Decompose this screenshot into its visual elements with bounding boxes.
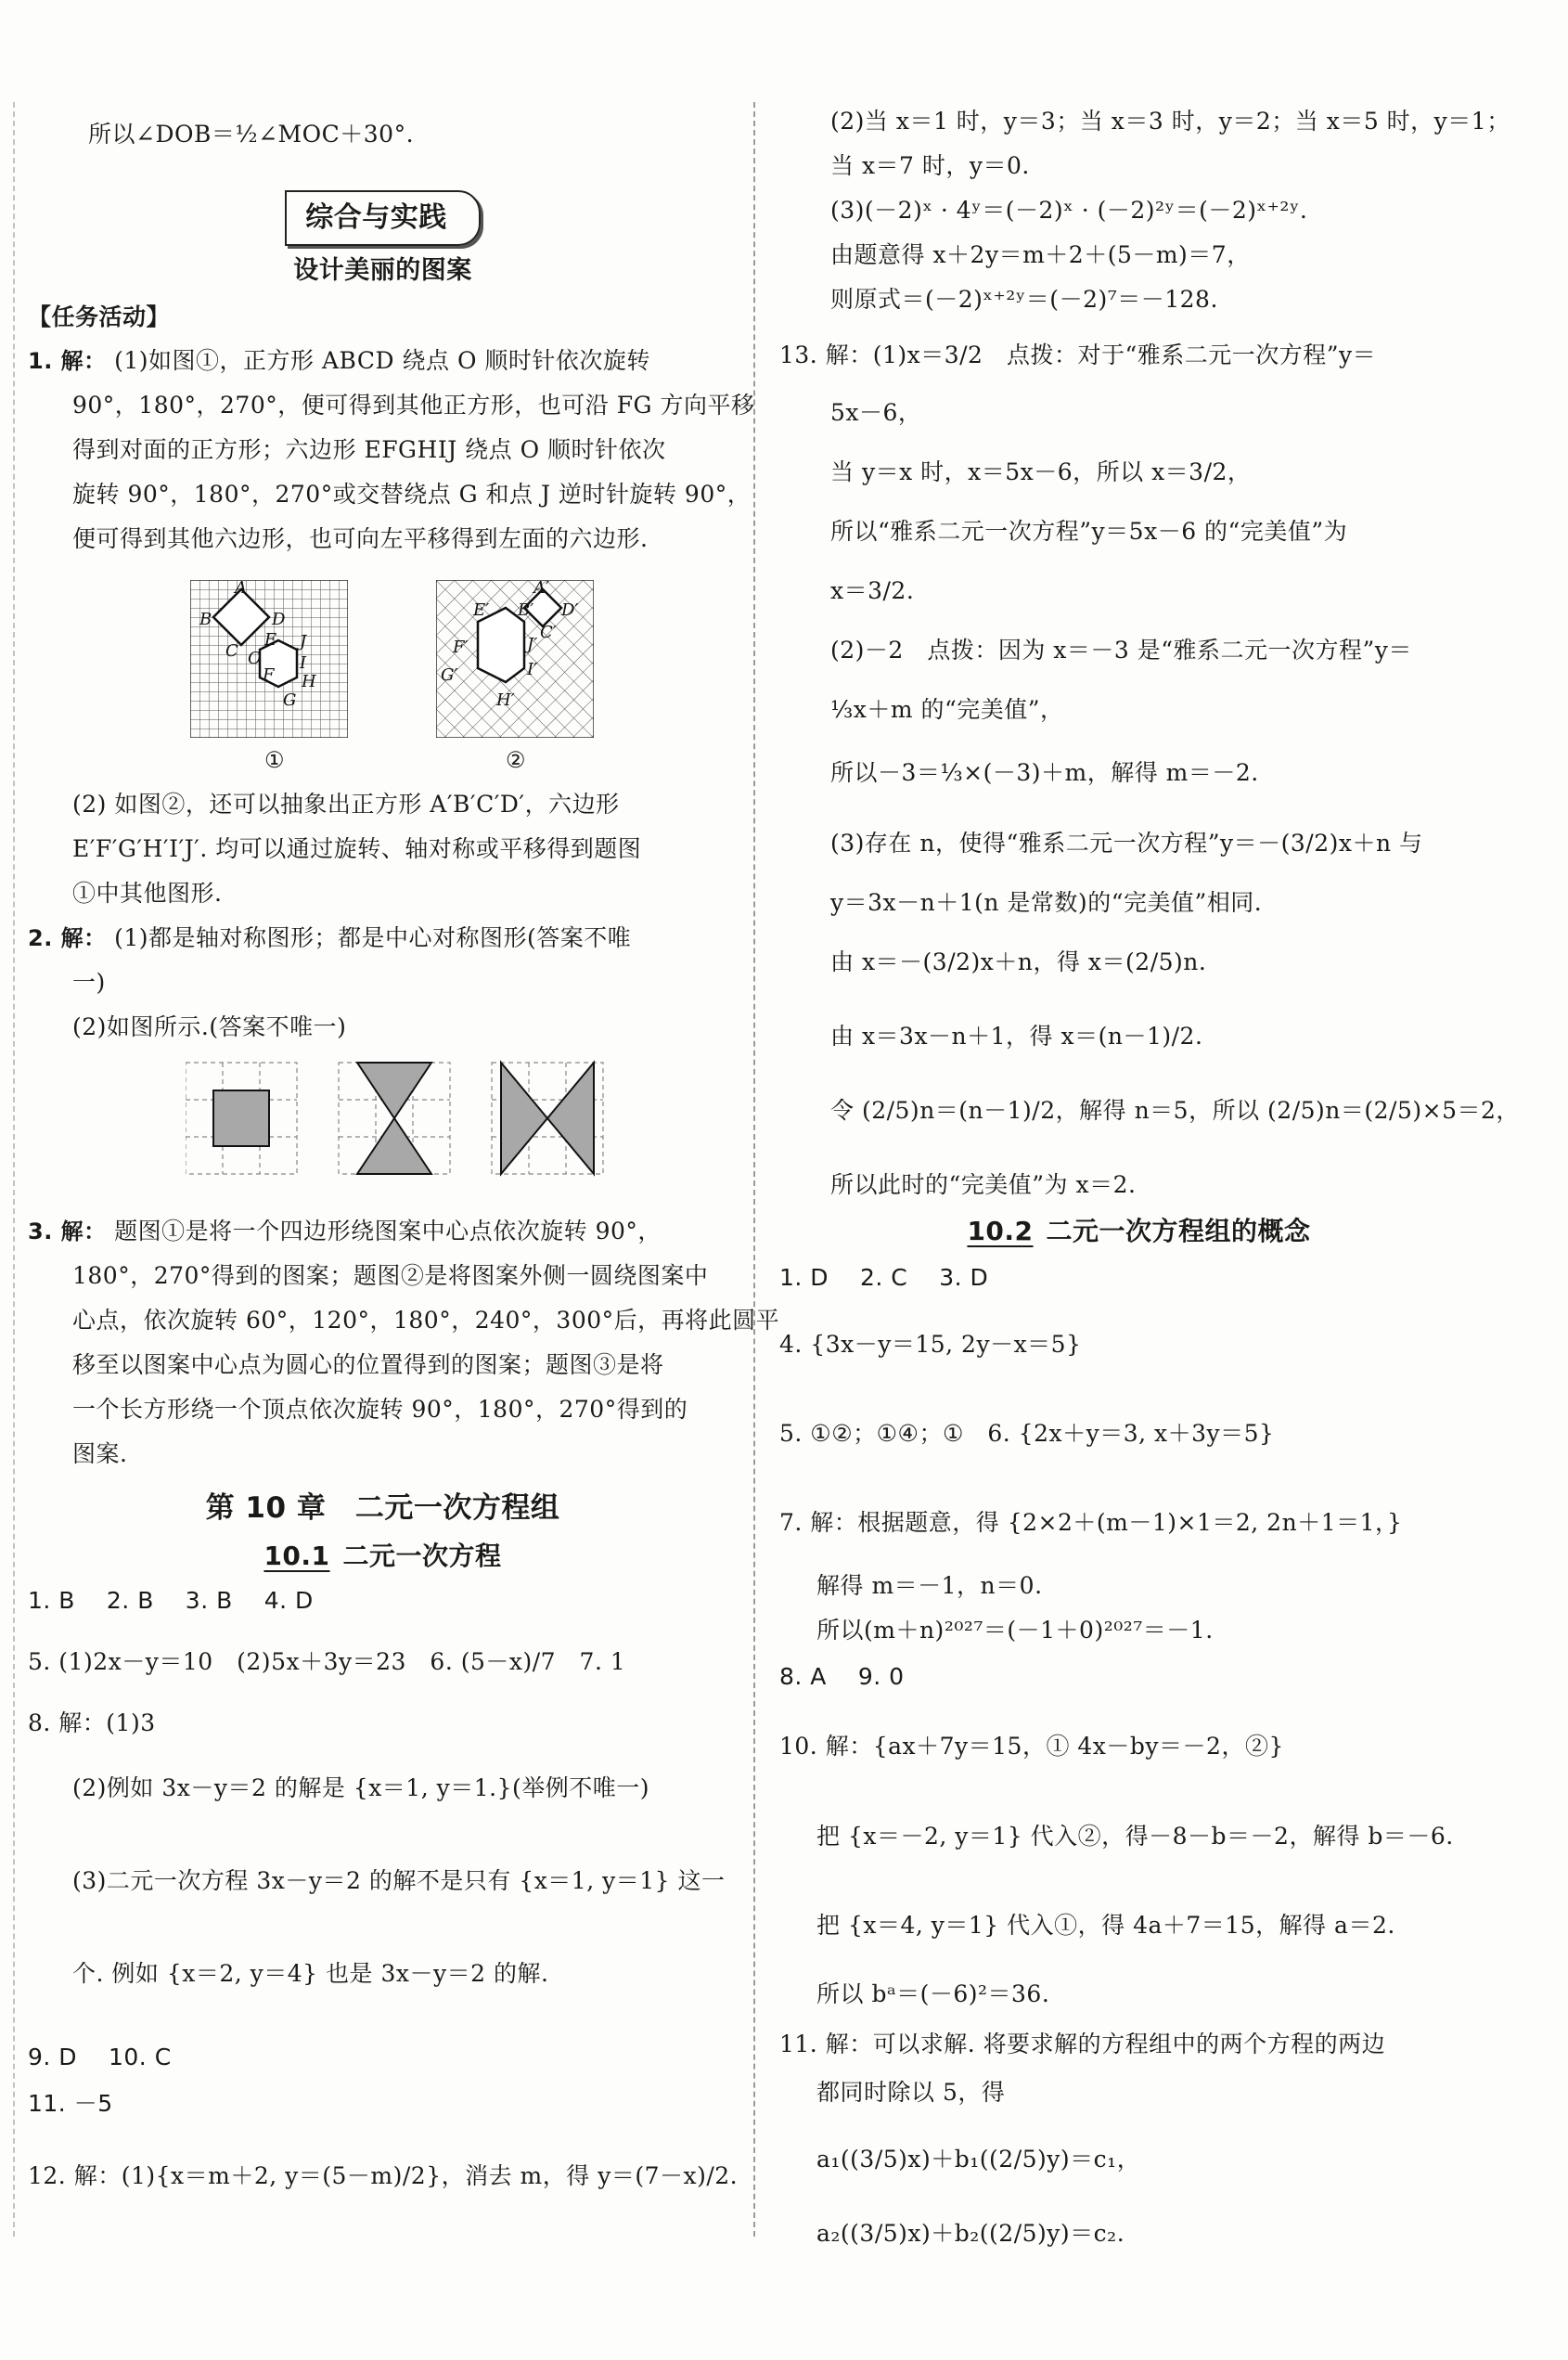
text-line: 1. D 2. C 3. D <box>779 1264 989 1291</box>
fig2-label: A′ <box>533 580 550 598</box>
text-line: x＝3/2. <box>830 577 915 604</box>
text-line: (2)当 x＝1 时，y＝3；当 x＝3 时，y＝2；当 x＝5 时，y＝1； <box>830 108 1510 135</box>
fig1-label: C <box>225 641 238 661</box>
fig1-label: B <box>199 610 212 629</box>
text-line: a₂((3/5)x)＋b₂((2/5)y)＝c₂. <box>816 2220 1125 2247</box>
q2-shape-triangle-bottom <box>357 1118 431 1174</box>
text-line: 图案. <box>72 1440 128 1467</box>
fig2-label: D′ <box>561 600 579 620</box>
section-heading <box>37 1541 728 1572</box>
text-line: 都同时除以 5，得 <box>816 2079 1006 2106</box>
text-line: 心点，依次旋转 60°，120°，180°，240°，300°后，再将此圆平 <box>72 1307 780 1334</box>
fig1-label: D <box>272 610 286 629</box>
text-line: a₁((3/5)x)＋b₁((2/5)y)＝c₁， <box>816 2146 1141 2173</box>
text-line: (2)如图所示.(答案不唯一) <box>72 1013 347 1040</box>
text-line: 旋转 90°，180°，270°或交替绕点 G 和点 J 逆时针旋转 90°， <box>72 481 752 508</box>
fig2-label: B′ <box>518 600 534 620</box>
text-line: (1)都是轴对称图形；都是中心对称图形(答案不唯 <box>114 924 632 951</box>
text-line: 7. 解：根据题意，得 {2×2＋(m－1)×1＝2, 2n＋1＝1，} <box>779 1509 1403 1536</box>
section-number: 10.2 <box>967 1216 1034 1246</box>
fig1-label: G <box>283 690 297 710</box>
q2-shape-triangle-top <box>357 1063 431 1118</box>
text-line: E′F′G′H′I′J′. 均可以通过旋转、轴对称或平移得到题图 <box>72 835 642 862</box>
text-line: 12. 解：(1){x＝m＋2, y＝(5－m)/2}，消去 m，得 y＝(7－x)/2. <box>28 2162 739 2189</box>
text-line: 11. －5 <box>28 2090 113 2117</box>
text-line: 当 y＝x 时，x＝5x－6，所以 x＝3/2， <box>830 458 1252 485</box>
column-divider <box>753 102 755 2237</box>
text-line: 由 x＝－(3/2)x＋n，得 x＝(2/5)n. <box>830 948 1207 975</box>
fig1-label: E <box>264 630 277 650</box>
section-number: 10.1 <box>263 1541 330 1571</box>
section-title: 二元一次方程 <box>342 1541 502 1571</box>
fig1-label: J <box>300 632 307 651</box>
task-label: 【任务活动】 <box>28 303 171 330</box>
text-line: y＝3x－n＋1(n 是常数)的“完美值”相同. <box>830 889 1263 916</box>
text-line: 8. 解：(1)3 <box>28 1709 156 1736</box>
left-margin-dash <box>13 102 15 2237</box>
text-line: 4. {3x－y＝15, 2y－x＝5} <box>779 1331 1082 1358</box>
text-line: 一个长方形绕一个顶点依次旋转 90°，180°，270°得到的 <box>72 1396 688 1423</box>
text-line: (1)如图①，正方形 ABCD 绕点 O 顺时针依次旋转 <box>114 347 650 374</box>
fig2-label: C′ <box>540 623 557 642</box>
text-line: 所以此时的“完美值”为 x＝2. <box>830 1171 1137 1198</box>
q2-figures <box>186 1058 622 1179</box>
figure-1-caption: ① <box>264 747 285 773</box>
text-line: 5. (1)2x－y＝10 (2)5x＋3y＝23 6. (5－x)/7 7. 1 <box>28 1648 626 1675</box>
text-line: (3)存在 n，使得“雅系二元一次方程”y＝－(3/2)x＋n 与 <box>830 830 1423 857</box>
text-line: 得到对面的正方形；六边形 EFGHIJ 绕点 O 顺时针依次 <box>72 436 666 463</box>
q2-shape-triangle-right <box>547 1063 594 1174</box>
fig1-label: H <box>302 672 316 691</box>
text-line: (3)(－2)ˣ · 4ʸ＝(－2)ˣ · (－2)²ʸ＝(－2)ˣ⁺²ʸ. <box>830 197 1308 224</box>
q2-shape-square <box>213 1090 269 1146</box>
text-line: 令 (2/5)n＝(n－1)/2，解得 n＝5，所以 (2/5)n＝(2/5)×5＝2， <box>830 1097 1520 1124</box>
fig2-label: F′ <box>453 638 469 657</box>
text-line: (2)－2 点拨：因为 x＝－3 是“雅系二元一次方程”y＝ <box>830 637 1412 664</box>
text-line: 5. ①②；①④；① 6. {2x＋y＝3, x＋3y＝5} <box>779 1420 1275 1447</box>
text-line: 移至以图案中心点为圆心的位置得到的图案；题图③是将 <box>72 1351 664 1378</box>
text-line: 所以－3＝⅓×(－3)＋m，解得 m＝－2. <box>830 759 1259 786</box>
text-line: 由题意得 x＋2y＝m＋2＋(5－m)＝7， <box>830 241 1251 268</box>
text-line: (2) 如图②，还可以抽象出正方形 A′B′C′D′，六边形 <box>72 791 620 818</box>
fig2-label: E′ <box>473 600 490 620</box>
q2-shape-triangle-left <box>501 1063 547 1174</box>
text-line: 把 {x＝－2, y＝1} 代入②，得－8－b＝－2，解得 b＝－6. <box>816 1823 1454 1850</box>
text-line: 9. D 10. C <box>28 2044 172 2070</box>
text-line: 题图①是将一个四边形绕图案中心点依次旋转 90°， <box>114 1218 662 1244</box>
text-line: 把 {x＝4, y＝1} 代入①，得 4a＋7＝15，解得 a＝2. <box>816 1912 1395 1939</box>
figure-2-tiling <box>436 580 594 738</box>
fig2-label: I′ <box>527 660 538 679</box>
text-line: 所以“雅系二元一次方程”y＝5x－6 的“完美值”为 <box>830 518 1348 545</box>
text-line: 当 x＝7 时，y＝0. <box>830 152 1030 179</box>
fig2-label: G′ <box>441 665 458 685</box>
text-line: 解得 m＝－1，n＝0. <box>816 1572 1043 1599</box>
section-title: 二元一次方程组的概念 <box>1046 1216 1311 1246</box>
text-line: ⅓x＋m 的“完美值”， <box>830 696 1064 723</box>
q3-label: 3. 解： <box>28 1219 107 1244</box>
fig1-label: I <box>300 653 307 673</box>
text-line: (2)例如 3x－y＝2 的解是 {x＝1, y＝1.}(举例不唯一) <box>72 1774 649 1801</box>
text-line: 则原式＝(－2)ˣ⁺²ʸ＝(－2)⁷＝－128. <box>830 286 1218 313</box>
practice-badge: 综合与实践 <box>285 190 481 246</box>
text-line: 180°，270°得到的图案；题图②是将图案外侧一圆绕图案中 <box>72 1262 709 1289</box>
subtitle: 设计美丽的图案 <box>293 256 472 285</box>
text-line: 8. A 9. 0 <box>779 1663 905 1690</box>
chapter-title: 第 10 章 二元一次方程组 <box>205 1491 560 1525</box>
fig2-label: J′ <box>527 635 538 654</box>
text-line: 所以(m＋n)²⁰²⁷＝(－1＋0)²⁰²⁷＝－1. <box>816 1617 1214 1644</box>
text-line: 所以∠DOB＝½∠MOC＋30°. <box>88 121 415 148</box>
fig2-label: H′ <box>496 690 515 710</box>
fig1-label: O <box>248 649 262 668</box>
text-line: (3)二元一次方程 3x－y＝2 的解不是只有 {x＝1, y＝1} 这一 <box>72 1867 726 1894</box>
figure-1-tiling <box>190 580 348 738</box>
text-line: 13. 解：(1)x＝3/2 点拨：对于“雅系二元一次方程”y＝ <box>779 342 1377 368</box>
text-line: ①中其他图形. <box>72 880 223 907</box>
text-line: 1. B 2. B 3. B 4. D <box>28 1587 314 1614</box>
text-line: 所以 bᵃ＝(－6)²＝36. <box>816 1980 1050 2007</box>
text-line: 个. 例如 {x＝2, y＝4} 也是 3x－y＝2 的解. <box>72 1960 549 1987</box>
text-line: 10. 解：{ax＋7y＝15，① 4x－by＝－2，②} <box>779 1733 1284 1760</box>
figure-2-caption: ② <box>506 747 526 773</box>
text-line: 便可得到其他六边形，也可向左平移得到左面的六边形. <box>72 525 649 552</box>
text-line: 5x－6， <box>830 399 922 426</box>
fig1-label: F <box>263 665 275 685</box>
q2-label: 2. 解： <box>28 925 107 951</box>
section-heading <box>779 1216 1498 1247</box>
text-line: 11. 解：可以求解. 将要求解的方程组中的两个方程的两边 <box>779 2031 1386 2057</box>
q1-label: 1. 解： <box>28 348 107 374</box>
fig1-label: A <box>235 580 247 598</box>
text-line: 90°，180°，270°，便可得到其他正方形，也可沿 FG 方向平移 <box>72 392 755 419</box>
text-line: 由 x＝3x－n＋1，得 x＝(n－1)/2. <box>830 1023 1203 1050</box>
text-line: 一) <box>72 969 106 996</box>
